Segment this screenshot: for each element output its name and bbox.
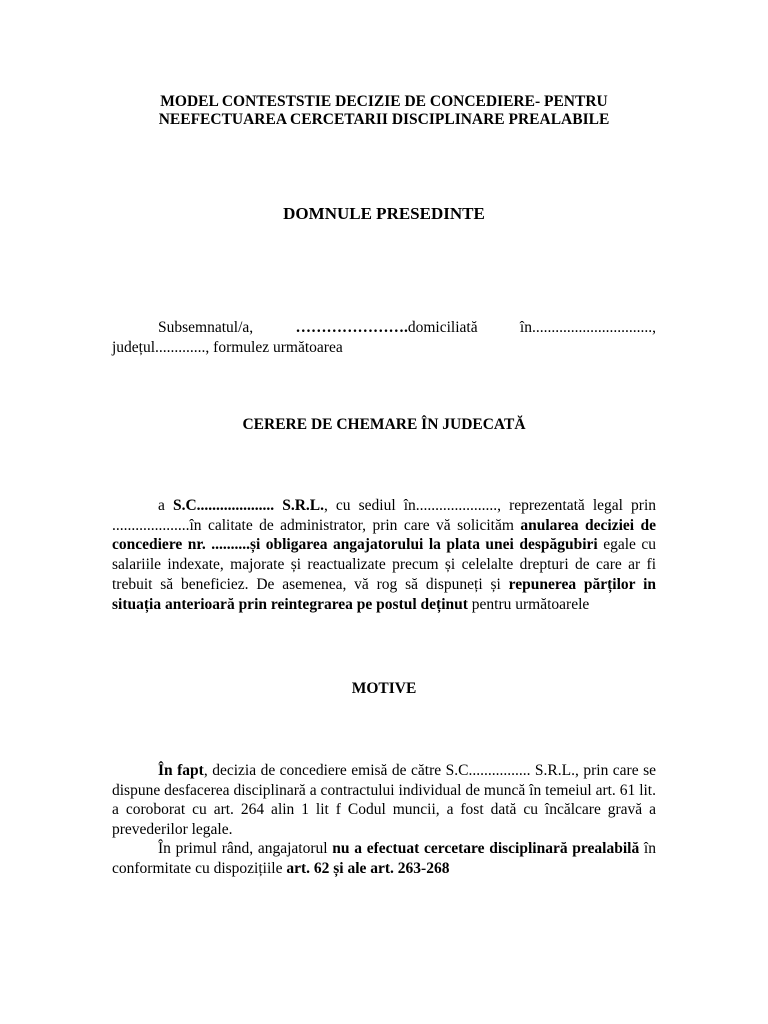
- p3-label: În fapt: [158, 762, 204, 779]
- addressee-heading: DOMNULE PRESEDINTE: [283, 204, 485, 223]
- p4-text-c: în conformitate cu dispozițiile: [112, 840, 656, 877]
- paragraph-request: [112, 496, 656, 614]
- p4-text-a: În primul rând, angajatorul: [158, 840, 333, 857]
- p2-text-c: , cu sediul în....................., reprezentată legal prin ....................în calitate de administrator, prin care vă solicităm: [112, 497, 656, 534]
- paragraph-first-argument: [112, 839, 656, 878]
- p1-name-placeholder: ………………….: [295, 319, 408, 336]
- motives-heading: MOTIVE: [351, 680, 417, 697]
- p2-claim: anularea deciziei de concediere nr. ..........și obligarea angajatorului la plata unei despăgubiri: [112, 516, 656, 554]
- p1-text-a: Subsemnatul/a,: [158, 319, 296, 336]
- p1-text-c: domiciliată în..............................., județul............., formulez următoarea: [112, 319, 656, 356]
- paragraph-petitioner: [112, 318, 656, 357]
- p2-text-a: a: [158, 497, 173, 514]
- title-line-2: NEEFECTUAREA CERCETARII DISCIPLINARE PREALABILE: [158, 111, 610, 128]
- p2-text-e: egale cu salariile indexate, majorate și reactualizate precum și celelalte drepturi de care ar fi trebuit să beneficiez. De asemenea, vă rog să dispuneți și: [112, 536, 657, 593]
- document-title: [0, 93, 768, 129]
- title-line-1: MODEL CONTESTSTIE DECIZIE DE CONCEDIERE- PENTRU: [160, 93, 608, 110]
- request-title: CERERE DE CHEMARE ÎN JUDECATĂ: [242, 416, 526, 433]
- p2-reinstatement: repunerea părților in situația anterioară prin reintegrarea pe postul deținut: [112, 575, 657, 613]
- p2-text-g: pentru următoarele: [467, 595, 590, 613]
- p4-articles: art. 62 și ale art. 263-268: [286, 859, 450, 877]
- paragraph-facts: [112, 761, 656, 840]
- p3-text: , decizia de concediere emisă de către S.C................ S.R.L., prin care se dispune desfacerea disciplinară a contractului individual de muncă în temeiul art. 61 lit. a coroborat cu art. 264 alin 1 lit f Codul muncii, a fost dată cu încălcare gravă a prevederilor legale.: [112, 762, 656, 839]
- p2-company: S.C.................... S.R.L.: [172, 497, 324, 514]
- p4-bold-b: nu a efectuat cercetare disciplinară prealabilă: [332, 840, 640, 857]
